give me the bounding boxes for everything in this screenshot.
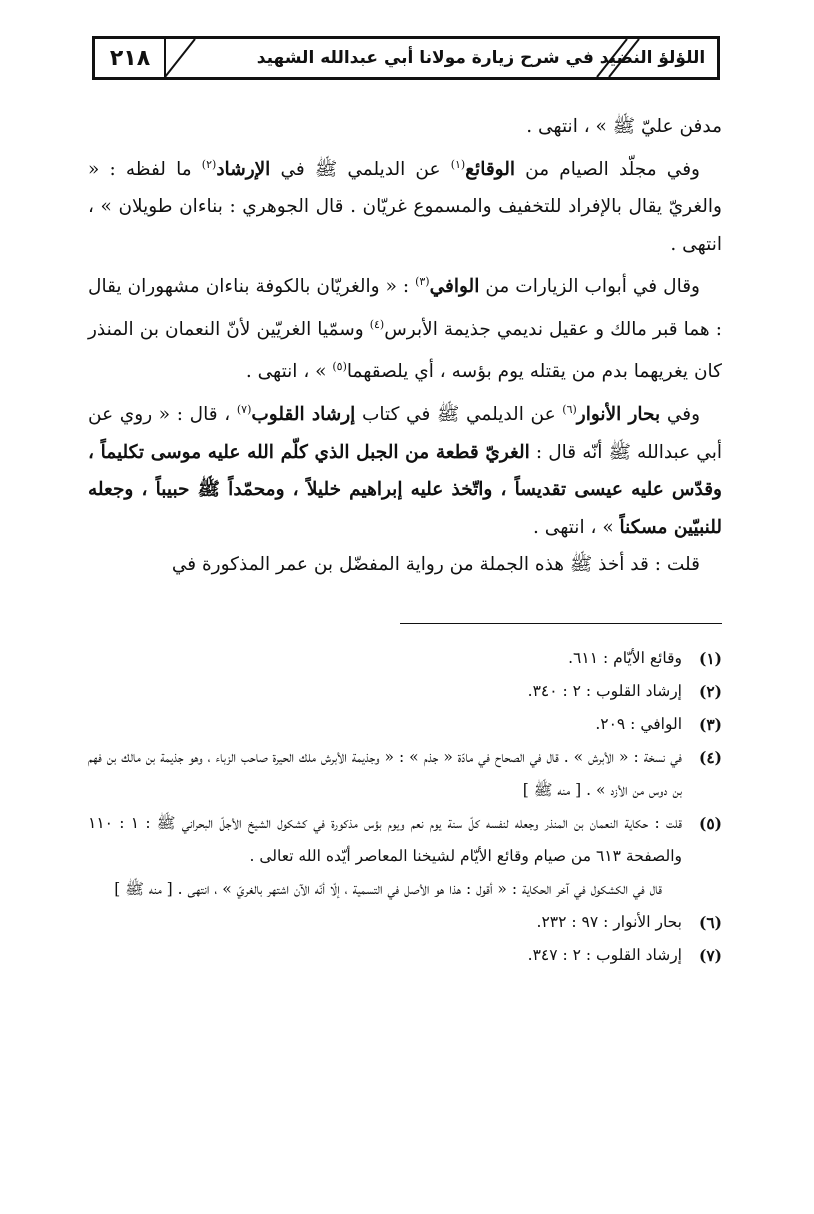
footnote: (٢) إرشاد القلوب : ٢ : ٣٤٠. — [527, 682, 722, 701]
footnote-ref[interactable]: (٥) — [332, 360, 347, 374]
paragraph: قلت : قد أخذ ﷺ هذه الجملة من رواية المفضّل بن عمر المذكورة في — [171, 554, 700, 576]
footnote-ref[interactable]: (٢) — [201, 157, 217, 171]
paragraph: وفي مجلّد الصيام من الوقائع$^{(١)}$ عن الديلمي ﷺ في الإرشاد$^{(٢)}$ ما لفظه : « والغريّ يقال بالإفراد للتخفيف والمسموع غريّان . قال الجوهري : بناءان طويلان » ، انتهى . — [88, 157, 722, 255]
paragraph: مدفن عليّ ﷺ » ، انتهى . — [526, 116, 722, 137]
footnote-ref[interactable]: (١) — [450, 157, 466, 171]
paragraph: وفي بحار الأنوار$^{(٦)}$ عن الديلمي ﷺ في كتاب إرشاد القلوب$^{(٧)}$ ، قال : « روي عن أبي عبدالله ﷺ أنّه قال : الغريّ قطعة من الجبل الذي كلّم الله عليه موسى تكليماً ، وقدّس عليه عيسى تقديساً ، واتّخذ عليه إبراهيم خليلاً ، ومحمّداً ﷺ حبيباً ، وجعله للنبيّين مسكناً » ، انتهى . — [88, 403, 722, 538]
running-header — [92, 36, 720, 80]
footnote-ref[interactable]: (٣) — [415, 275, 430, 289]
main-text — [88, 108, 722, 584]
footnote-separator — [400, 623, 722, 624]
paragraph: وقال في أبواب الزيارات من الوافي$^{(٣)}$ : « والغريّان بالكوفة بناءان مشهوران يقال : هما قبر مالك و عقيل نديمي جذيمة الأبرس$^{(٤)}$ وسمّيا الغريّين لأنّ النعمان بن المنذر كان يغريهما بدم من يقتله يوم بؤسه ، أي يلصقهما$^{(٥)}$ » ، انتهى . — [88, 275, 722, 383]
footnote-ref[interactable]: (٤) — [369, 317, 385, 331]
footnote: (٥) قلت : حكاية النعمان بن المنذر وجعله لنفسه كلّ سنة يوم نعم ويوم بؤس مذكورة في كشكول الشيخ الأجلّ البحراني ﷺ : ١ : ١١٠ والصفحة ٦١٣ من صيام وقائع الأيّام لشيخنا المعاصر أيّده الله تعالى . — [88, 814, 722, 865]
page-number: ٢١٨ — [109, 45, 151, 71]
footnote: (٧) إرشاد القلوب : ٢ : ٣٤٧. — [527, 946, 722, 965]
footnote-ref[interactable]: (٦) — [562, 403, 577, 417]
footnote: (١) وقائع الأيّام : ٦١١. — [568, 649, 722, 668]
footnote-ref[interactable]: (٧) — [236, 403, 252, 417]
footnote: (٣) الوافي : ٢٠٩. — [595, 715, 722, 734]
footnote: (٤) في نسخة : « الأبرش » . قال في الصحاح في مادّة « جذم » : « وجذيمة الأبرش ملك الحيرة صاحب الزباء ، وهو جذيمة بن مالك بن فهم بن دوس من الأزد » . [ منه ﷺ ] — [88, 748, 722, 799]
footnotes — [88, 642, 722, 972]
running-title: اللؤلؤ النضيد في شرح زيارة مولانا أبي عبدالله الشهيد — [256, 48, 706, 68]
footnote-continuation: قال في الكشكول في آخر الحكاية : « أقول : هذا هو الأصل في التسمية ، إلّا أنّه الآن اشتهر بالغريّ » ، انتهى . [ منه ﷺ ] — [114, 880, 662, 898]
footnote: (٦) بحار الأنوار : ٩٧ : ٢٣٢. — [536, 913, 722, 932]
